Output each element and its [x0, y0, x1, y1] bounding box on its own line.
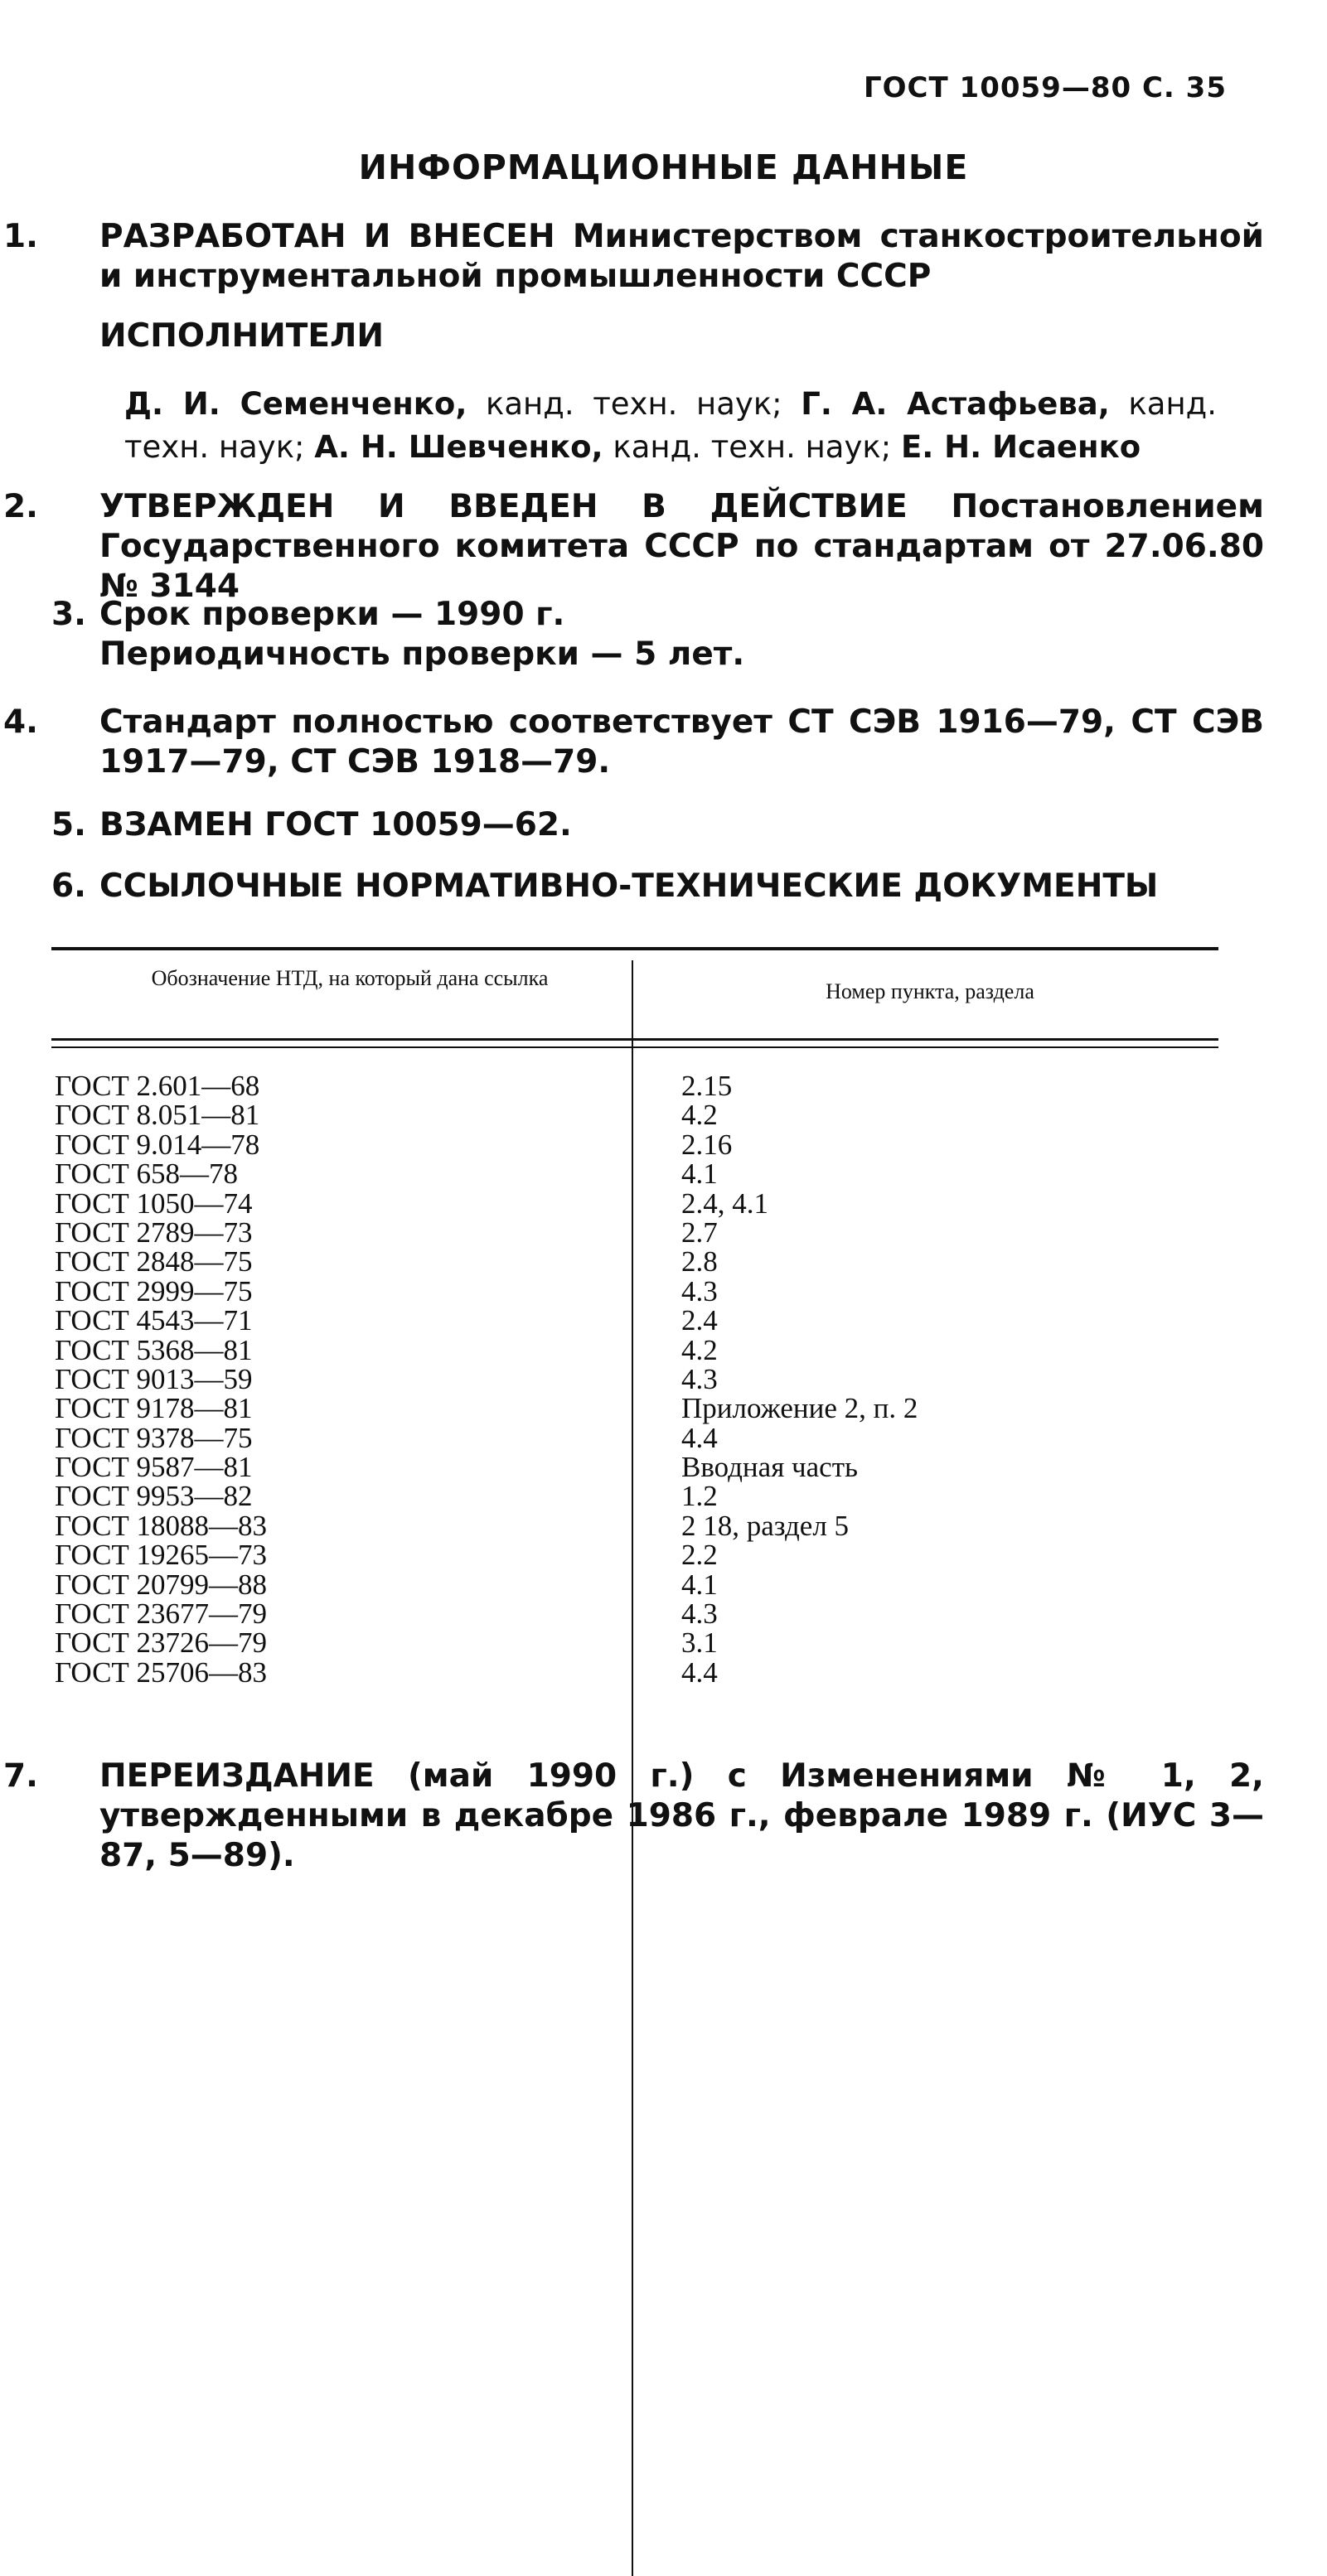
item-text: Стандарт полностью соответствует СТ СЭВ 1916—79, СТ СЭВ 1917—79, СТ СЭВ 1918—79.	[99, 703, 1264, 781]
item-3	[51, 595, 1216, 674]
ntd-designation: ГОСТ 18088—83	[55, 1509, 268, 1542]
item-text: Срок проверки — 1990 г.	[99, 596, 565, 633]
table-row	[51, 1071, 1218, 1100]
table-row	[51, 1451, 1218, 1484]
ntd-designation: ГОСТ 4543—71	[55, 1304, 253, 1337]
executor-degree: канд. техн. наук;	[603, 429, 901, 465]
ntd-designation: ГОСТ 20799—88	[55, 1568, 268, 1601]
item-number: 1.	[3, 218, 38, 255]
item-2	[3, 487, 1264, 607]
table-body	[51, 1071, 1218, 1687]
table-row	[51, 1130, 1218, 1159]
item-number: 2.	[3, 488, 38, 525]
ntd-designation: ГОСТ 8.051—81	[55, 1099, 260, 1132]
item-number: 3.	[51, 596, 86, 633]
table-row	[51, 1333, 1218, 1366]
ntd-designation: ГОСТ 9013—59	[55, 1362, 253, 1395]
table-header-rule	[51, 1038, 1218, 1041]
section-number: 2.2	[681, 1539, 718, 1572]
table-row	[51, 1189, 1218, 1218]
ntd-designation: ГОСТ 9.014—78	[55, 1128, 260, 1161]
section-number: 2.4, 4.1	[681, 1187, 768, 1220]
section-number: Вводная часть	[681, 1451, 858, 1484]
ntd-designation: ГОСТ 1050—74	[55, 1187, 253, 1220]
section-number: 1.2	[681, 1480, 718, 1513]
ntd-designation: ГОСТ 9587—81	[55, 1451, 253, 1484]
table-row	[51, 1306, 1218, 1335]
section-number: 4.3	[681, 1597, 718, 1631]
ntd-designation: ГОСТ 5368—81	[55, 1333, 253, 1366]
ntd-designation: ГОСТ 9953—82	[55, 1480, 253, 1513]
table-top-rule	[51, 947, 1218, 950]
item-5	[51, 805, 1216, 845]
item-number: 5.	[51, 806, 86, 843]
table-row	[51, 1099, 1218, 1132]
executors-heading: ИСПОЛНИТЕЛИ	[99, 317, 385, 355]
item-1	[3, 217, 1264, 297]
section-number: 2.8	[681, 1245, 718, 1278]
table-row	[51, 1394, 1218, 1423]
item-4	[3, 703, 1264, 782]
section-number: 4.4	[681, 1655, 718, 1689]
table-row	[51, 1655, 1218, 1689]
section-number: 4.2	[681, 1333, 718, 1366]
item-text: УТВЕРЖДЕН И ВВЕДЕН В ДЕЙСТВИЕ Постановлением Государственного комитета СССР по стандартам от 27.06.80 № 3144	[99, 488, 1264, 605]
section-number: 4.1	[681, 1568, 718, 1601]
table-row	[51, 1362, 1218, 1395]
section-number: 4.4	[681, 1421, 718, 1454]
section-number: 4.1	[681, 1158, 718, 1191]
column-header-section: Номер пункта, раздела	[826, 979, 1034, 1003]
item-7	[3, 1757, 1264, 1876]
section-number: 4.3	[681, 1362, 718, 1395]
item-6	[51, 867, 1216, 906]
document-title: ИНФОРМАЦИОННЫЕ ДАННЫЕ	[358, 147, 969, 187]
executor-name: Г. А. Астафьева,	[801, 386, 1110, 422]
item-text: ВЗАМЕН ГОСТ 10059—62.	[99, 806, 572, 843]
ntd-designation: ГОСТ 2.601—68	[55, 1070, 260, 1102]
section-number: 2.16	[681, 1128, 733, 1161]
executor-name: Д. И. Семенченко,	[124, 386, 467, 422]
ntd-designation: ГОСТ 2848—75	[55, 1245, 253, 1278]
ntd-designation: ГОСТ 19265—73	[55, 1539, 268, 1572]
section-number: 4.2	[681, 1099, 718, 1132]
table-row	[51, 1274, 1218, 1307]
ntd-designation: ГОСТ 2789—73	[55, 1216, 253, 1249]
section-number: 2 18, раздел 5	[681, 1509, 850, 1542]
section-number: 2.15	[681, 1070, 733, 1102]
ntd-designation: ГОСТ 9378—75	[55, 1421, 253, 1454]
table-header-rule-double	[51, 1046, 1218, 1048]
ntd-designation: ГОСТ 23677—79	[55, 1597, 268, 1631]
table-row	[51, 1626, 1218, 1660]
section-number: 2.4	[681, 1304, 718, 1337]
executors-list	[124, 383, 1217, 469]
column-header-designation: Обозначение НТД, на который дана ссылка	[151, 966, 549, 990]
section-number: Приложение 2, п. 2	[681, 1392, 918, 1425]
section-number: 3.1	[681, 1626, 718, 1660]
ntd-designation: ГОСТ 658—78	[55, 1158, 239, 1191]
table-row	[51, 1511, 1218, 1540]
item-text: ПЕРЕИЗДАНИЕ (май 1990 г.) с Изменениями № 1, 2, утвержденными в декабре 1986 г., феврале 1989 г. (ИУС 3—87, 5—89).	[99, 1757, 1264, 1874]
item-number: 6.	[51, 868, 86, 905]
item-number: 4.	[3, 703, 38, 741]
executor-name: Е. Н. Исаенко	[900, 429, 1141, 465]
page-header: ГОСТ 10059—80 С. 35	[863, 71, 1227, 104]
executor-name: А. Н. Шевченко,	[314, 429, 603, 465]
ntd-designation: ГОСТ 25706—83	[55, 1655, 268, 1689]
item-text-line2: Периодичность проверки — 5 лет.	[99, 636, 745, 673]
table-row	[51, 1480, 1218, 1513]
item-number: 7.	[3, 1757, 38, 1795]
item-text: РАЗРАБОТАН И ВНЕСЕН Министерством станкостроительной и инструментальной промышленности СССР	[99, 218, 1264, 295]
table-row	[51, 1158, 1218, 1191]
executor-degree: канд. техн. наук;	[467, 386, 802, 422]
table-row	[51, 1247, 1218, 1276]
table-row	[51, 1539, 1218, 1572]
ntd-designation: ГОСТ 23726—79	[55, 1626, 268, 1660]
ntd-designation: ГОСТ 2999—75	[55, 1274, 253, 1307]
ntd-designation: ГОСТ 9178—81	[55, 1392, 253, 1425]
table-row	[51, 1570, 1218, 1599]
table-row	[51, 1597, 1218, 1631]
executor-degree: канд. техн. наук;	[124, 386, 1217, 465]
section-number: 2.7	[681, 1216, 718, 1249]
section-number: 4.3	[681, 1274, 718, 1307]
table-row	[51, 1423, 1218, 1452]
item-text: ССЫЛОЧНЫЕ НОРМАТИВНО-ТЕХНИЧЕСКИЕ ДОКУМЕНТЫ	[99, 868, 1159, 905]
table-row	[51, 1218, 1218, 1247]
